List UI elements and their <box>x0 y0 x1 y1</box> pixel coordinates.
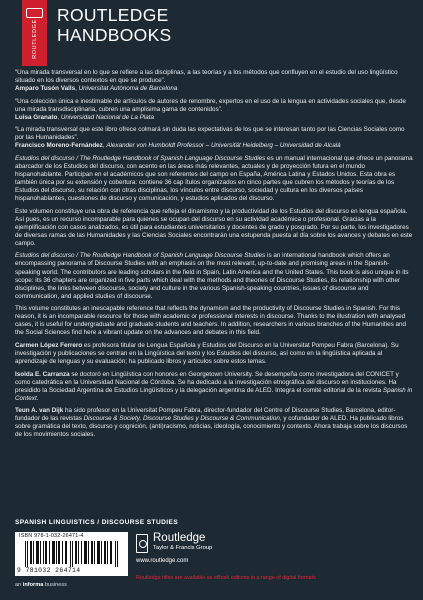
publisher-group: Taylor & Francis Group <box>153 545 213 551</box>
book-title: Estudios del discurso / The Routledge Handbook of Spanish Language Discourse Studies <box>15 154 266 162</box>
description-en-2: This volume constitutes an inescapable reference that reflects the dynamism and the productivity of Discourse Studies in Spanish. For this reason, it is an incomparable resource for those with academic or professional interests in discourse. Thanks to the illustration with analysed cases, it is useful for undergraduate and graduate students and teachers. In addition, researchers in various branches of the Humanities and the Social Sciences find here a vibrant update on the advances and debates in this field. <box>15 305 406 337</box>
informa-an: an <box>15 582 22 588</box>
bio-text: se doctoró en Lingüística con honores en Georgetown University. Se desempeña como investigadora del CONICET y como catedrática en la Universidad Nacional de Córdoba. Se ha dedicado a la investigación etnográfica del discurso en instituciones. Ha presidido la Sociedad Argentina de Estudios Lingüísticos y la delegación argentina de ALED. Integra el comité editorial de la revista <box>15 370 399 394</box>
quote-text: “Una mirada transversal en lo que se refiere a las disciplinas, a las teorías y a los métodos que confluyen en el estudio del uso lingüístico situado en los diversos contextos en que se produce”. <box>15 69 398 85</box>
quote-affiliation: Universidad Nacional de La Plata <box>60 113 154 121</box>
isbn-label: ISBN 978-1-032-26471-4 <box>19 533 84 539</box>
logo-vertical-text: ROUTLEDGE <box>32 19 38 59</box>
bio-name: Isolda E. Carranza <box>15 370 70 378</box>
isbn-barcode <box>15 532 128 576</box>
informa-suffix: business <box>44 582 67 588</box>
bio-carranza <box>15 371 413 403</box>
book-title: Estudios del discurso / The Routledge Handbook of Spanish Language Discourse Studies <box>15 252 266 260</box>
quote-affiliation: Universitat Autònoma de Barcelona <box>78 85 178 93</box>
routledge-logo-tab <box>22 0 47 66</box>
description-text: es un manual internacional que ofrece un panorama abarcador de los Estudios del discurso, con acento en las áreas más relevantes, actuales y de proyección futura en el mundo hispanohablante. Participan en el académicos que son referentes del campo en España, América Latina y Estados Unidos. Esta obra es también única por su extensión y cobertura: contiene 36 cap ítulos organizados en cinco partes que cubren los métodos y teorías de los Estudios del discurso, su relación con otras disciplinas, los vínculos entre discurso, sociedad y cultura en los diversos países hispanohablantes, cuestiones de discurso y comunicación, y estudios aplicados del discurso. <box>15 154 413 203</box>
informa-business-mark <box>15 582 67 588</box>
cover-text <box>15 69 413 444</box>
quote-text: “Una colección única e inestimable de artículos de autores de renombre, expertos en el uso de la lengua en actividades sociales que, desde una mirada transdisciplinaria, cubren una amplisima gama de contenidos”. <box>15 97 406 113</box>
publisher-name: Routledge <box>153 532 206 544</box>
header-bar <box>0 0 423 68</box>
description-text: is an international handbook which offers an encompassing panorama of Discourse Studies with an emphasis on the most relevant, up-to-date and promising areas in the Spanish-speaking world. The contributors are leading scholars in the field in Spain, Latin America and the United States. This book is also unique in its scope: its 36 chapters are organized in five parts which deal with the methods and theories of Discourse Studies, its relationship with other disciplines, the links between discourse, society and culture in the various Spanish-speaking countries, issues of discourse and communication, and applied studies of discourse. <box>15 252 409 300</box>
quote-text: “La mirada transversal que este libro ofrece colmará sin duda las expectativas de los que se interesan tanto por las Ciencias Sociales como por las Humanidades”. <box>15 126 405 142</box>
quote-3: “La mirada transversal que este libro ofrece colmará sin duda las expectativas de los que se interesan tanto por las Ciencias Sociales como por las Humanidades”. Francisco Moreno-Fernández, Alexander von Humboldt Professor – Universität Heidelberg – Universidad de Alcalá <box>15 126 405 150</box>
bio-text-end: , y cofundador de ALED. Ha publicado libros sobre gramática del texto, discurso y cognición, (anti)racismo, noticias, ideología, conocimiento y contexto. Ahora trabaja sobre los discursos de los movimientos sociales. <box>15 415 408 439</box>
bio-van-dijk <box>15 407 413 439</box>
quote-affiliation: Alexander von Humboldt Professor – Universität Heidelberg – Universidad de Alcalá <box>106 142 341 150</box>
quote-2: “Una colección única e inestimable de artículos de autores de renombre, expertos en el uso de la lengua en actividades sociales que, desde una mirada transdisciplinaria, cubren una amplisima gama de contenidos”. Luisa Granato, Universidad Nacional de La Plata <box>15 97 406 121</box>
journal-titles: Discourse & Society, Discourse Studies y Discourse & Communication <box>83 415 280 423</box>
barcode-digits: 9 781032 264714 <box>17 567 81 574</box>
quote-1: “Una mirada transversal en lo que se refiere a las disciplinas, a las teorías y a los métodos que confluyen en el estudio del uso lingüístico situado en los diversos contextos en que se produce”. Amparo Tusón Valls, Universitat Autònoma de Barcelona <box>15 69 398 93</box>
bio-name: Teun A. van Dijk <box>15 407 64 415</box>
brand-line-1: ROUTLEDGE <box>57 5 169 25</box>
ebook-note: Routledge titles are available as eBook editions in a range of digital formats <box>136 575 316 581</box>
bio-text: es profesora titular de Lengua Española y Estudios del Discurso en la Universitat Pompeu Fabra (Barcelona). Su investigación y publicaciones se centran en la Lingüística del texto y los Estudios del discurso, así como en la lingüística aplicada al aprendizaje de lenguas y su evaluación; ha publicado libros y artículos sobre estos temas. <box>15 341 399 365</box>
barcode-bars-icon <box>25 541 119 567</box>
bio-text-end: . <box>36 394 39 402</box>
publisher-url: www.routledge.com <box>136 558 189 564</box>
bio-text: ha sido profesor en la Universitat Pompeu Fabra, director-fundador del Centre of Discourse Studies, Barcelona, editor-fundador de las revistas <box>15 407 396 423</box>
description-es-1 <box>15 155 413 203</box>
routledge-logo-icon <box>136 534 148 553</box>
quote-author: Amparo Tusón Valls <box>15 85 76 93</box>
quote-author: Luisa Granato <box>15 113 58 121</box>
brand-line-2: HANDBOOKS <box>57 25 172 45</box>
series-brand <box>57 5 172 45</box>
subject-series-line: SPANISH LINGUISTICS / DISCOURSE STUDIES <box>15 519 179 526</box>
description-es-2: Este volumen constituye una obra de referencia que refleja el dinamismo y la productividad de los Estudios del discurso en lengua española. Así pues, es un recurso incomparable para quienes se ocupan del discurso en su actividad académica o profesional. Gracias a la ejemplificación con casos analizados, es útil para estudiantes universitarios y docentes de grado y posgrado. Por su parte, los investigadores de diversas ramas de las Humanidades y las Ciencias Sociales encontrarán una estupenda puesta al día sobre los avances y debates en este campo. <box>15 207 413 247</box>
bio-name: Carmen López Ferrero <box>15 341 83 349</box>
description-en-1 <box>15 252 413 300</box>
informa-name: informa <box>22 582 44 588</box>
routledge-publisher-logo <box>136 534 286 566</box>
journal-title: Spanish in Context <box>15 386 413 402</box>
quote-author: Francisco Moreno-Fernández <box>15 142 103 150</box>
bio-lopez-ferrero <box>15 342 413 366</box>
